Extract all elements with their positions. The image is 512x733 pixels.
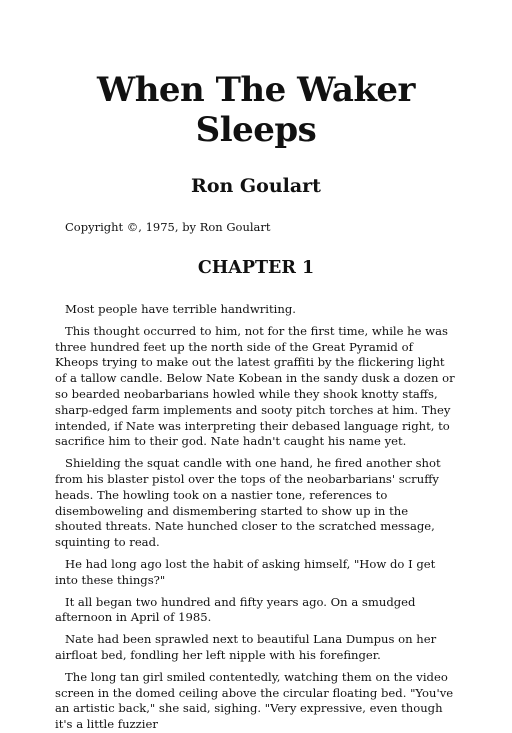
title-line-1: When The Waker <box>97 70 415 110</box>
chapter-body <box>55 302 457 733</box>
chapter-heading: CHAPTER 1 <box>197 258 315 278</box>
author-name: Ron Goulart <box>191 175 321 197</box>
title-line-2: Sleeps <box>195 110 317 150</box>
paragraph-3: Shielding the squat candle with one hand, he fired another shot from his blaster pistol over the tops of the neobarbarians' scruffy heads. The howling took on a nastier tone, references to disemboweling and dismembering started to show up in the shouted threats. Nate hunched closer to the scratched message, squinting to read. <box>55 456 441 550</box>
paragraph-7: The long tan girl smiled contentedly, watching them on the video screen in the domed ceiling above the circular floating bed. "You've an artistic back," she said, sighing. "Very expressive, even though it's a little fuzzier <box>55 669 454 732</box>
paragraph-6: Nate had been sprawled next to beautiful Lana Dumpus on her airfloat bed, fondling her left nipple with his forefinger. <box>55 632 437 662</box>
paragraph-2: This thought occurred to him, not for the first time, while he was three hundred feet up the north side of the Great Pyramid of Kheops trying to make out the latest graffiti by the flickering light of a tallow candle. Below Nate Kobean in the sandy dusk a dozen or so bearded neobarbarians howled while they shook knotty staffs, sharp-edged farm implements and sooty pitch torches at him. They intended, if Nate was interpreting their debased language right, to sacrifice him to their god. Nate hadn't caught his name yet. <box>55 323 455 449</box>
copyright-notice: Copyright ©, 1975, by Ron Goulart <box>65 220 271 234</box>
paragraph-1: Most people have terrible handwriting. <box>65 302 296 316</box>
paragraph-4: He had long ago lost the habit of asking himself, "How do I get into these things?" <box>55 556 436 587</box>
book-title <box>55 70 457 150</box>
paragraph-5: It all began two hundred and fifty years ago. On a smudged afternoon in April of 1985. <box>55 594 416 625</box>
